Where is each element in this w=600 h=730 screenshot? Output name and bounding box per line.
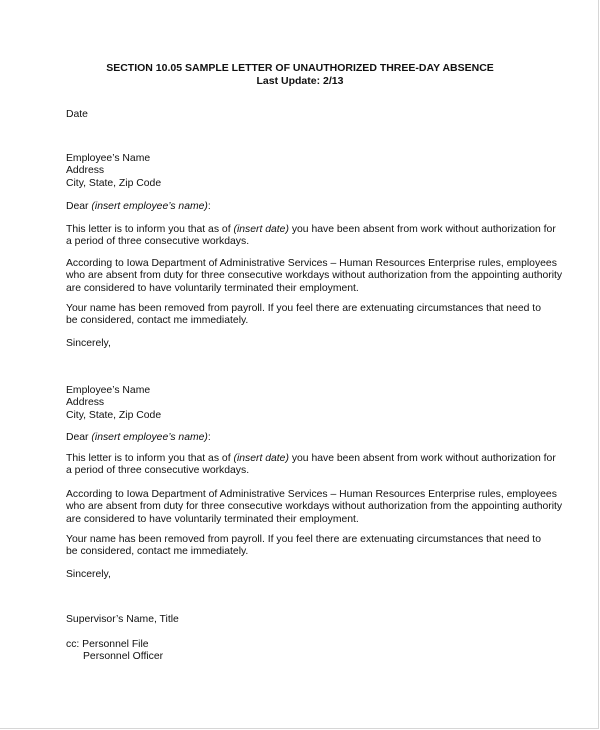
address-line: Address [66,397,105,409]
employee-name-line: Employee’s Name [66,385,151,396]
closing: Sincerely, [66,569,111,580]
address-block [66,153,546,190]
cc-personnel-file: cc: Personnel File [66,639,149,650]
paragraph-notice: This letter is to inform you that as of (insert date) you have been absent from work without authorization for a period of three consecutive workdays. [66,453,556,477]
closing: Sincerely, [66,338,111,349]
employee-name-line: Employee’s Name [66,153,151,164]
date-placeholder: (insert date) [233,224,289,235]
paragraph-payroll: Your name has been removed from payroll. If you feel there are extenuating circumstances that need to be considered, contact me immediately. [66,303,541,327]
date-line: Date [66,109,88,120]
employee-name-placeholder: (insert employee’s name) [91,201,208,212]
salutation: Dear (insert employee’s name): [66,201,211,212]
employee-name-placeholder: (insert employee’s name) [91,432,208,443]
cc-personnel-officer: Personnel Officer [83,651,164,663]
paragraph-payroll: Your name has been removed from payroll. If you feel there are extenuating circumstances that need to be considered, contact me immediately. [66,534,541,558]
date-placeholder: (insert date) [233,453,289,464]
cc-block [66,639,546,664]
last-update: Last Update: 2/13 [256,75,344,87]
document-title: SECTION 10.05 SAMPLE LETTER OF UNAUTHORIZED THREE-DAY ABSENCE [106,62,494,74]
city-state-zip-line: City, State, Zip Code [66,409,162,421]
paragraph-notice: This letter is to inform you that as of (insert date) you have been absent from work without authorization for a period of three consecutive workdays. [66,224,556,248]
paragraph-rules: According to Iowa Department of Administrative Services – Human Resources Enterprise rules, employees who are absent from duty for three consecutive workdays without authorization from the appointing authority are considered to have voluntarily terminated their employment. [66,489,563,525]
address-block [66,385,546,422]
supervisor-signature: Supervisor’s Name, Title [66,614,179,625]
city-state-zip-line: City, State, Zip Code [66,177,162,189]
paragraph-rules: According to Iowa Department of Administrative Services – Human Resources Enterprise rules, employees who are absent from duty for three consecutive workdays without authorization from the appointing authority are considered to have voluntarily terminated their employment. [66,258,563,294]
address-line: Address [66,165,105,177]
salutation: Dear (insert employee’s name): [66,432,211,443]
